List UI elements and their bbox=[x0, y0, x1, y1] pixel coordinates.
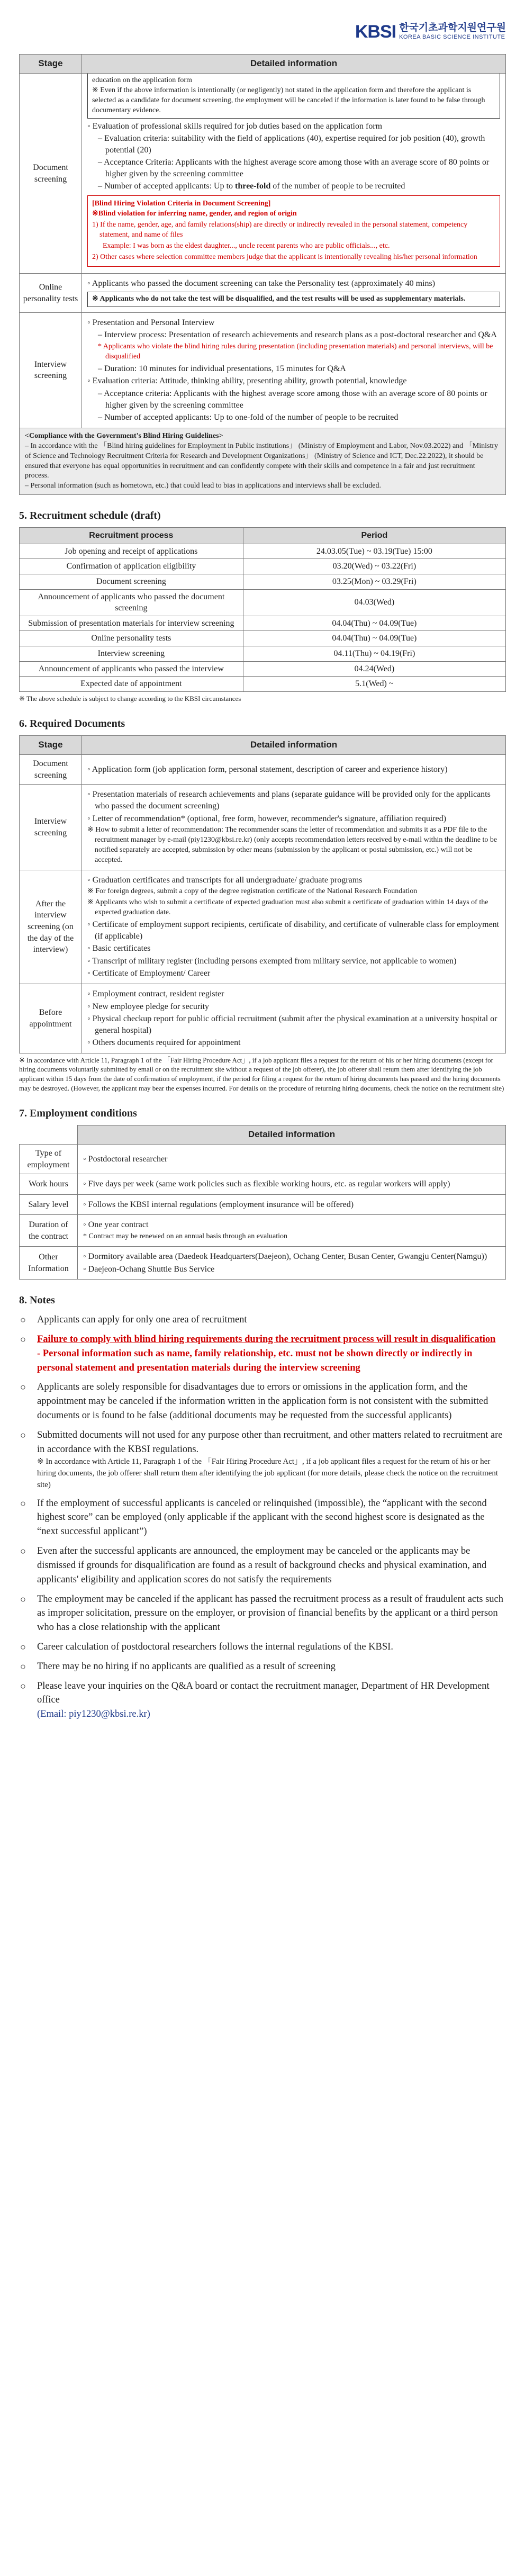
employment-line: ◦ Follows the KBSI internal regulations (employment insurance will be offered) bbox=[83, 1200, 354, 1209]
employment-line: * Contract may be renewed on an annual basis through an evaluation bbox=[83, 1232, 288, 1241]
schedule-period: 04.03(Wed) bbox=[243, 589, 505, 616]
employment-detail bbox=[78, 1174, 506, 1195]
schedule-period: 5.1(Wed) ~ bbox=[243, 677, 505, 692]
header-detail: Detailed information bbox=[82, 55, 506, 74]
schedule-process: Document screening bbox=[20, 574, 243, 589]
schedule-process: Confirmation of application eligibility bbox=[20, 559, 243, 574]
header-stage: Stage bbox=[20, 55, 82, 74]
schedule-row bbox=[20, 661, 506, 677]
employment-detail bbox=[78, 1215, 506, 1246]
employment-detail bbox=[78, 1194, 506, 1215]
interview-detail: ◦ Presentation and Personal Interview – Interview process: Presentation of research achievements and research plans as a post-doctoral researcher and Q&A * Applicants who violate the blind hiring rules during presentation (including presentation materials) and personal interviews, will be disqualified – Duration: 10 minutes for individual presentations, 15 minutes for Q&A ◦ Evaluation criteria: Attitude, thinking ability, presenting ability, growth potential, knowledge – Acceptance criteria: Applicants with the highest average score among those with an average score of 80 points or higher given by the screening committee – Number of accepted applicants: Up to one-fold of the number of people to be recruited bbox=[82, 312, 506, 428]
schedule-process: Announcement of applicants who passed the document screening bbox=[20, 589, 243, 616]
note-item: ○ Career calculation of postdoctoral researchers follows the internal regulations of the KBSI. bbox=[20, 1641, 393, 1652]
employment-heading: 7. Employment conditions bbox=[19, 1107, 137, 1120]
docs-stage-document: Document screening bbox=[20, 755, 82, 785]
employment-row bbox=[20, 1246, 506, 1279]
false-info-box: education on the application form ※ Even if the above information is intentionally (or negligently) not stated in the application form and therefore the applicant is selected as a candidate for document screening, the employment will be canceled if the information is later found to be false through documentary evidence. bbox=[87, 74, 500, 119]
employment-label: Work hours bbox=[20, 1174, 78, 1195]
personality-warning: ※ Applicants who do not take the test will be disqualified, and the test results will be used as supplementary materials. bbox=[87, 292, 500, 307]
note-item: ○ Failure to comply with blind hiring requirements during the recruitment process will result in disqualification - Personal information such as name, family relationship, etc. must not be shown directly or indirectly in personal statement and presentation materials during the interview screening bbox=[20, 1334, 496, 1373]
number-accepted: – Number of accepted applicants: Up to three-fold of the number of people to be recruited bbox=[98, 182, 405, 191]
schedule-row bbox=[20, 631, 506, 646]
documents-footnote: ※ In accordance with Article 11, Paragraph 1 of the 「Fair Hiring Procedure Act」, if a job applicant files a request for the return of his or her hiring documents (except for hiring documents voluntarily submitted by email or on the recruitment site without a request of the job offerer), the job offerer shall return them after identifying the job applicant within 15 days from the date of confirmation of employment, if the period for filing a request for the return of hiring documents has passed and the hiring documents may be destroyed. (However, the applicant may bear the expenses incurred. For details on the procedure of returning hiring documents, check the notice on the recruitment site) bbox=[19, 1056, 504, 1092]
schedule-header-period: Period bbox=[243, 528, 505, 544]
schedule-process: Announcement of applicants who passed the interview bbox=[20, 661, 243, 677]
schedule-period: 03.20(Wed) ~ 03.22(Fri) bbox=[243, 559, 505, 574]
note-item: ○ Applicants can apply for only one area of recruitment bbox=[20, 1314, 247, 1326]
logo-english-name: KOREA BASIC SCIENCE INSTITUTE bbox=[399, 34, 505, 41]
schedule-period: 04.04(Thu) ~ 04.09(Tue) bbox=[243, 631, 505, 646]
schedule-header-process: Recruitment process bbox=[20, 528, 243, 544]
schedule-period: 04.24(Wed) bbox=[243, 661, 505, 677]
note-item: ○ The employment may be canceled if the applicant has passed the recruitment process as a result of fraudulent acts such as improper solicitation, pressure on the employer, or provision of financial benefits by the applicant or a third person who has a close relationship with the applicant bbox=[20, 1593, 503, 1633]
employment-line: ◦ Dormitory available area (Daedeok Headquarters(Daejeon), Ochang Center, Busan Center, Gwangju Center(Namgu)) bbox=[83, 1251, 487, 1261]
schedule-table bbox=[19, 527, 506, 692]
employment-line: ◦ Five days per week (same work policies such as flexible working hours, etc. as regular workers will apply) bbox=[83, 1179, 450, 1189]
contact-email[interactable]: (Email: piy1230@kbsi.re.kr) bbox=[37, 1709, 150, 1720]
note-item: ○ Even after the successful applicants are announced, the employment may be canceled or the applicants may be dismissed if grounds for disqualification are found as a result of background checks and physical examination, and applicants' eligibility and application scores do not satisfy the requirements bbox=[20, 1546, 487, 1585]
logo-mark: KBSI bbox=[355, 22, 396, 42]
employment-detail bbox=[78, 1145, 506, 1174]
schedule-process: Expected date of appointment bbox=[20, 677, 243, 692]
documents-header-stage: Stage bbox=[20, 736, 82, 755]
employment-line: ◦ One year contract bbox=[83, 1220, 149, 1230]
kbsi-logo bbox=[19, 16, 506, 48]
notes-heading: 8. Notes bbox=[19, 1294, 55, 1307]
schedule-heading: 5. Recruitment schedule (draft) bbox=[19, 510, 161, 522]
schedule-period: 03.25(Mon) ~ 03.29(Fri) bbox=[243, 574, 505, 589]
docs-stage-before: Before appointment bbox=[20, 984, 82, 1053]
note-item: ○ Submitted documents will not used for any purpose other than recruitment, and other matters related to recruitment are in accordance with the KBSI regulations. ※ In accordance with Article 11, Paragraph 1 of the 「Fair Hiring Procedure Act」, if a job applicant files a request for the return of his or her hiring documents, the job offerer shall return them after identifying the job applicant (for more details, please check the notice on the recruitment site) bbox=[20, 1429, 503, 1489]
note-item: ○ Please leave your inquiries on the Q&A board or contact the recruitment manager, Department of HR Development office (Email: piy1230@kbsi.re.kr) bbox=[20, 1679, 506, 1722]
documents-heading: 6. Required Documents bbox=[19, 718, 125, 730]
schedule-row bbox=[20, 574, 506, 589]
schedule-row bbox=[20, 544, 506, 559]
compliance-box: <Compliance with the Government's Blind Hiring Guidelines> – In accordance with the 「Blind hiring guidelines for Employment in Public institutions」 (Ministry of Employment and Labor, Nov.03.2022) and 「Ministry of Science and Technology Recruitment Criteria for Research and Development Organizations」 (Ministry of Science and ICT, Dec.22.2022), it should be ensured that everyone has equal opportunities in recruitment and can confidently compete with their skills and competence in a fair and just recruitment process. – Personal information (such as hometown, etc.) that could lead to bias in applications and interviews shall be excluded. bbox=[20, 428, 506, 494]
docs-stage-after: After the interview screening (on the day of the interview) bbox=[20, 870, 82, 984]
employment-line: ◦ Daejeon-Ochang Shuttle Bus Service bbox=[83, 1264, 215, 1274]
schedule-process: Submission of presentation materials for interview screening bbox=[20, 616, 243, 631]
employment-line: ◦ Postdoctoral researcher bbox=[83, 1154, 168, 1164]
documents-table: Stage Detailed information Document screening ◦ Application form (job application form, personal statement, description of career and experience history) Interview screening ◦ Presentation materials of research achievements and plans (separate guidance will be provided only for the applicants who passed the document screening) ◦ Letter of recommendation* (optional, free form, however, recommender's signature, affiliation required) ※ How to submit a letter of recommendation: The recommender scans the letter of recommendation and submits it as a PDF file to the recruitment manager by e-mail (piy1230@kbsi.re.kr) (only accepts recommendation letters received by e-mail within the deadline to be notified separately are accepted, submission by other means (submission by the applicant or postal submission, etc.) will not be accepted. After the interview screening (on the day of the interview) ◦ Graduation certificates and transcripts for all undergraduate/ graduate programs ※ For foreign degrees, submit a copy of the degree registration certificate of the National Research Foundation ※ Applicants who wish to submit a certificate of expected graduation must also submit a certificate of graduation within 14 days of the expected graduation date. ◦ Certificate of employment support recipients, certificate of disability, and certificate of vulnerable class for employment (if applicable) ◦ Basic certificates ◦ Transcript of military register (including persons exempted from military service, not applicable to women) ◦ Certificate of Employment/ Career Before appointment ◦ Employment contract, resident register ◦ New employee pledge for security ◦ Physical checkup report for public official recruitment (submit after the physical examination at a university hospital or general hospital) ◦ Others documents required for appointment bbox=[19, 735, 506, 1053]
note-item: ○ If the employment of successful applicants is canceled or relinquished (impossible), the “applicant with the second highest score” can be employed (only applicable if the applicant with the second highest score is designated as the “next successful applicant”) bbox=[20, 1498, 487, 1537]
employment-label: Duration of the contract bbox=[20, 1215, 78, 1246]
schedule-row bbox=[20, 677, 506, 692]
schedule-row bbox=[20, 589, 506, 616]
schedule-period: 04.04(Thu) ~ 04.09(Tue) bbox=[243, 616, 505, 631]
schedule-row bbox=[20, 559, 506, 574]
employment-row bbox=[20, 1145, 506, 1174]
employment-label: Type of employment bbox=[20, 1145, 78, 1174]
note-item: ○ There may be no hiring if no applicants are qualified as a result of screening bbox=[20, 1661, 336, 1672]
employment-row bbox=[20, 1174, 506, 1195]
schedule-period: 04.11(Thu) ~ 04.19(Fri) bbox=[243, 646, 505, 661]
schedule-period: 24.03.05(Tue) ~ 03.19(Tue) 15:00 bbox=[243, 544, 505, 559]
stage-personality-tests: Online personality tests bbox=[20, 274, 82, 312]
stage-interview-screening: Interview screening bbox=[20, 312, 82, 428]
employment-label: Salary level bbox=[20, 1194, 78, 1215]
stage-document-screening: Document screening bbox=[20, 73, 82, 273]
employment-table bbox=[19, 1125, 506, 1280]
employment-header-detail: Detailed information bbox=[78, 1125, 506, 1145]
employment-label: Other Information bbox=[20, 1246, 78, 1279]
schedule-row bbox=[20, 646, 506, 661]
employment-detail bbox=[78, 1246, 506, 1279]
notes-list bbox=[19, 1313, 506, 1722]
document-screening-detail: education on the application form ※ Even if the above information is intentionally (or negligently) not stated in the application form and therefore the applicant is selected as a candidate for document screening, the employment will be canceled if the information is later found to be false through documentary evidence. ◦ Evaluation of professional skills required for job duties based on the application form – Evaluation criteria: suitability with the field of applications (40), expertise required for job position (40), growth potential (20) – Acceptance Criteria: Applicants with the highest average score among those with an average score of 80 points or higher given by the screening committee – Number of accepted applicants: Up to three-fold of the number of people to be recruited [Blind Hiring Violation Criteria in Document Screening] ※Blind violation for inferring name, gender, and region of origin 1) If the name, gender, age, and family relations(ship) are directly or indirectly revealed in the personal statement, competency statement, and name of files Example: I was born as the eldest daughter..., uncle recent parents who are public officials..., etc. 2) Other cases where selection committee members judge that the applicant is intentionally revealing his/her personal information bbox=[82, 73, 506, 273]
schedule-row bbox=[20, 616, 506, 631]
screening-table bbox=[19, 54, 506, 495]
blind-violation-box: [Blind Hiring Violation Criteria in Document Screening] ※Blind violation for inferring name, gender, and region of origin 1) If the name, gender, age, and family relations(ship) are directly or indirectly revealed in the personal statement, competency statement, and name of files Example: I was born as the eldest daughter..., uncle recent parents who are public officials..., etc. 2) Other cases where selection committee members judge that the applicant is intentionally revealing his/her personal information bbox=[87, 195, 500, 267]
employment-row bbox=[20, 1215, 506, 1246]
schedule-process: Job opening and receipt of applications bbox=[20, 544, 243, 559]
schedule-process: Online personality tests bbox=[20, 631, 243, 646]
personality-detail: ◦ Applicants who passed the document screening can take the Personality test (approximately 40 mins) ※ Applicants who do not take the test will be disqualified, and the test results will be used as supplementary materials. bbox=[82, 274, 506, 312]
employment-row bbox=[20, 1194, 506, 1215]
logo-korean-name: 한국기초과학지원연구원 bbox=[399, 22, 506, 34]
documents-header-detail: Detailed information bbox=[82, 736, 506, 755]
schedule-footnote: ※ The above schedule is subject to change according to the KBSI circumstances bbox=[19, 694, 241, 702]
schedule-process: Interview screening bbox=[20, 646, 243, 661]
note-item: ○ Applicants are solely responsible for disadvantages due to errors or omissions in the application form, and the appointment may be canceled if the information written in the application form is not consistent with the submitted documents or is found to be false (additional documents may be requested from the successful applicants) bbox=[20, 1382, 488, 1421]
docs-stage-interview: Interview screening bbox=[20, 785, 82, 870]
